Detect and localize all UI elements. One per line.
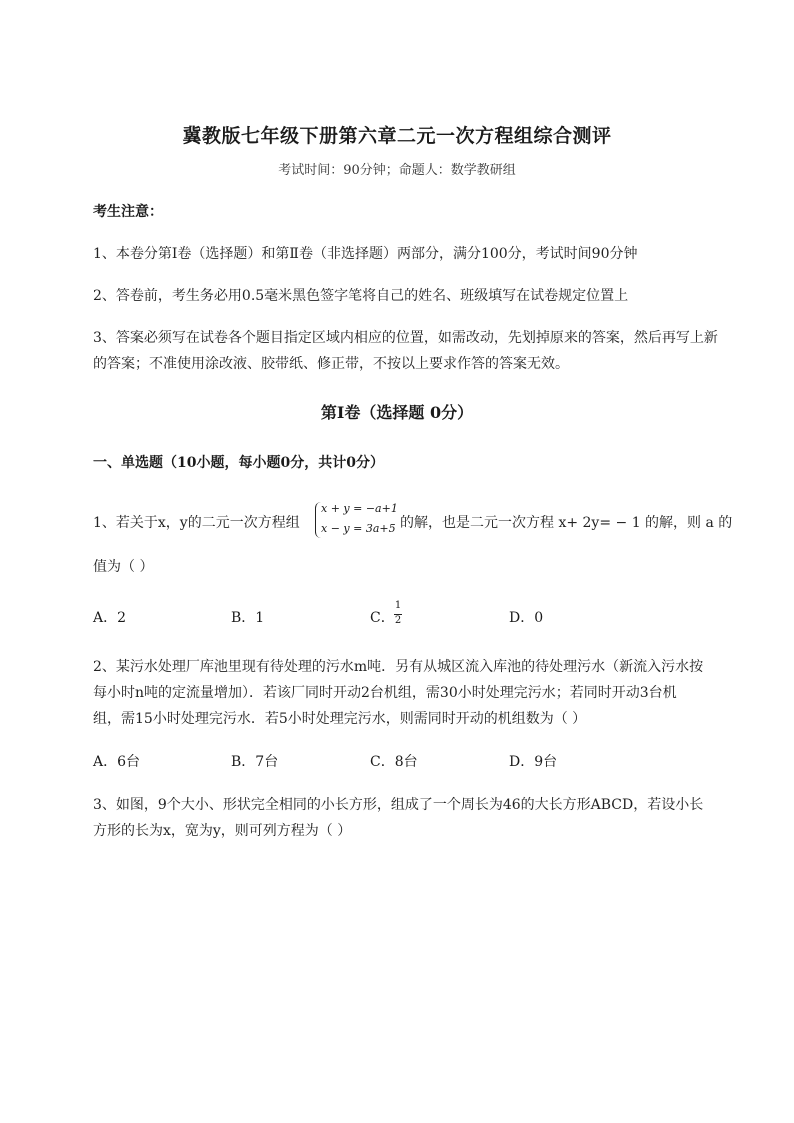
exam-subtitle: 考试时间：90分钟；命题人：数学教研组	[278, 163, 516, 178]
q3-line-2: 方形的长为x，宽为y，则可列方程为（ ）	[93, 823, 352, 839]
q1-line-2: 值为（ ）	[93, 559, 154, 575]
q1-option-c-numerator: 1	[394, 600, 402, 611]
q2-line-3: 组，需15小时处理完污水．若5小时处理完污水，则需同时开动的机组数为（ ）	[93, 711, 587, 727]
q2-option-c[interactable]: C．8台	[370, 754, 418, 770]
q1-option-c-denominator: 2	[394, 615, 402, 626]
q1-equation-2: x − y = 3a+5	[321, 522, 396, 535]
notice-heading: 考生注意：	[93, 204, 163, 220]
part-heading: 一、单选题（10小题，每小题0分，共计0分）	[93, 455, 384, 471]
q1-option-c[interactable]	[370, 600, 410, 630]
q1-equation-system	[315, 502, 401, 540]
q1-option-c-label: C．	[370, 610, 395, 626]
q1-option-b[interactable]: B．1	[231, 610, 265, 626]
q2-line-1: 2、某污水处理厂库池里现有待处理的污水m吨．另有从城区流入库池的待处理污水（新流入污水按	[93, 659, 704, 675]
section-title: 第I卷（选择题 0分）	[320, 403, 474, 422]
notice-item-2: 2、答卷前，考生务必用0.5毫米黑色签字笔将自己的姓名、班级填写在试卷规定位置上	[93, 288, 629, 304]
q1-option-d[interactable]: D．0	[509, 610, 544, 626]
exam-title: 冀教版七年级下册第六章二元一次方程组综合测评	[182, 125, 612, 147]
q3-line-1: 3、如图，9个大小、形状完全相同的小长方形，组成了一个周长为46的大长方形ABCD，若设小长	[93, 797, 704, 813]
q2-option-b[interactable]: B．7台	[231, 754, 279, 770]
q1-prefix: 1、若关于x，y的二元一次方程组	[93, 515, 300, 531]
q1-equation-1: x + y = −a+1	[321, 502, 398, 515]
q2-option-a[interactable]: A．6台	[93, 754, 141, 770]
q2-option-d[interactable]: D．9台	[509, 754, 558, 770]
q1-suffix: 的解，也是二元一次方程 x+ 2y= − 1 的解，则 a 的	[400, 515, 733, 531]
q2-line-2: 每小时n吨的定流量增加）．若该厂同时开动2台机组，需30小时处理完污水；若同时开动3台机	[93, 685, 677, 701]
notice-item-3-line-1: 3、答案必须写在试卷各个题目指定区域内相应的位置，如需改动，先划掉原来的答案，然后再写上新	[93, 330, 718, 346]
q1-option-a[interactable]: A．2	[93, 610, 127, 626]
notice-item-3-line-2: 的答案；不准使用涂改液、胶带纸、修正带，不按以上要求作答的答案无效。	[93, 356, 569, 372]
notice-item-1: 1、本卷分第I卷（选择题）和第Ⅱ卷（非选择题）两部分，满分100分，考试时间90分钟	[93, 246, 638, 262]
